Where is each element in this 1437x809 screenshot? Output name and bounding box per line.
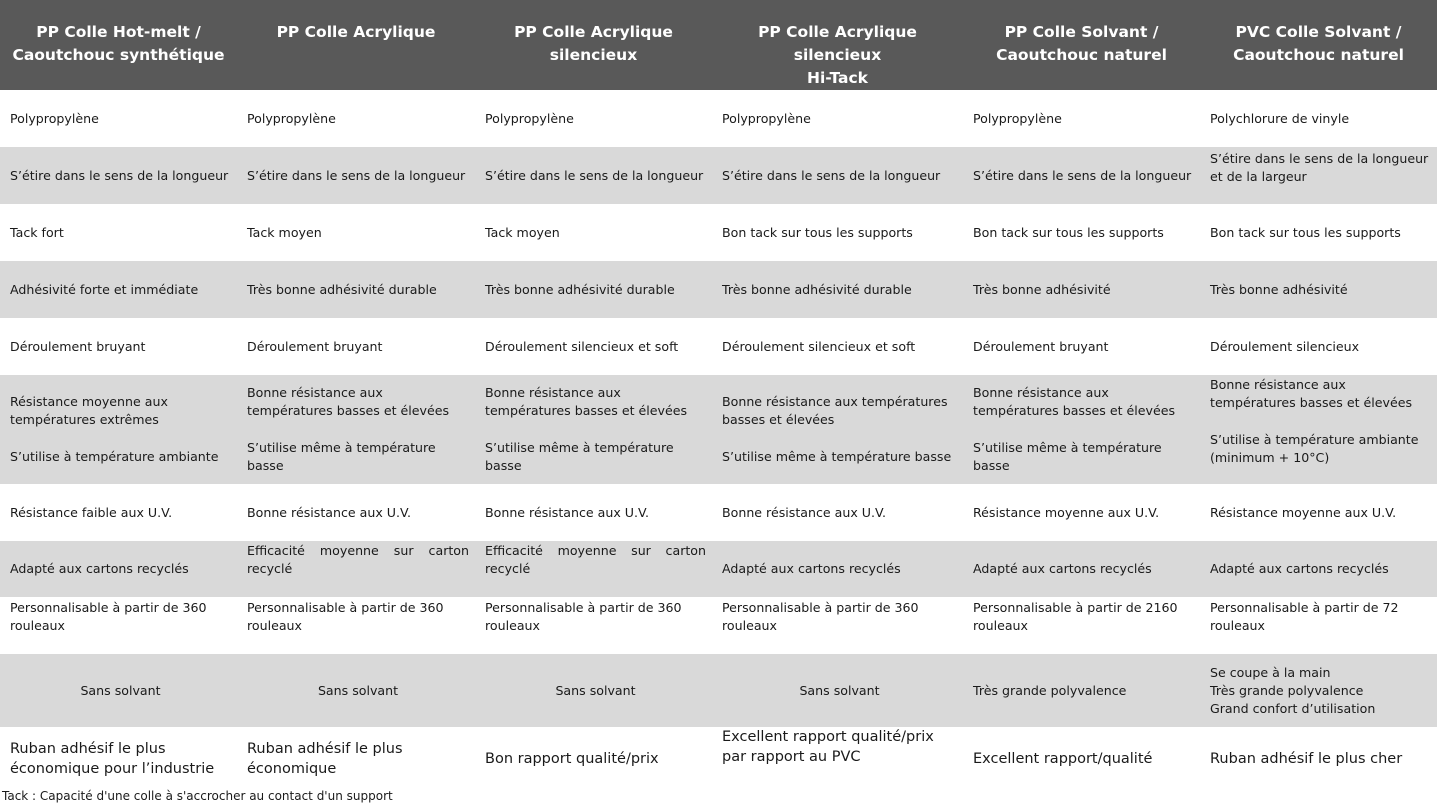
table-cell: Polypropylène [10,110,99,126]
header-hotmelt: PP Colle Hot-melt / Caoutchouc synthétique [0,0,237,90]
table-cell: Polypropylène [485,110,574,126]
row-unwind [0,318,1437,375]
table-cell: Très bonne adhésivité durable [237,261,475,318]
table-cell: Bon tack sur tous les supports [973,224,1164,240]
table-cell: Polychlorure de vinyle [1210,110,1350,126]
row-personalisation [0,597,1437,654]
table-cell: Bonne résistance aux U.V. [485,504,650,520]
table-cell: S’étire dans le sens de la longueur [963,147,1200,204]
cell-line: S’utilise même à température basse [973,440,1162,473]
table-cell: Déroulement bruyant [10,338,146,354]
table-cell: Très grande polyvalence [963,654,1200,727]
table-cell [712,375,963,484]
table-cell: Sans solvant [712,654,963,727]
table-cell [475,375,712,484]
table-cell: Personnalisable à partir de 2160 rouleaux [973,600,1178,633]
table-cell: Polypropylène [973,110,1062,126]
table-cell [237,375,475,484]
table-cell: S’étire dans le sens de la longueur [237,147,475,204]
table-cell: Efficacité moyenne sur carton recyclé [475,541,712,597]
table-cell: Adapté aux cartons recyclés [712,541,963,597]
cell-line: Bonne résistance aux températures basses et élevées [247,385,450,418]
header-acrylique-hitack: PP Colle Acrylique silencieux Hi-Tack [712,0,963,90]
row-material [0,90,1437,147]
table-cell: S’étire dans le sens de la longueur et de la largeur [1200,147,1437,204]
table-cell: Polypropylène [247,110,336,126]
cell-line: Bonne résistance aux températures basses et élevées [1210,377,1413,410]
cell-line: Bonne résistance aux températures basses et élevées [722,394,948,427]
table-cell: Personnalisable à partir de 360 rouleaux [722,600,919,633]
table-cell: Très bonne adhésivité [963,261,1200,318]
table-cell: Sans solvant [0,654,237,727]
row-stretch [0,147,1437,204]
table-cell: Bonne résistance aux U.V. [247,504,412,520]
header-acrylique: PP Colle Acrylique [237,0,475,90]
table-cell [963,375,1200,484]
table-cell: Ruban adhésif le plus cher [1210,750,1403,767]
table-cell: Déroulement bruyant [247,338,383,354]
cell-line: Bonne résistance aux températures basses et élevées [973,385,1176,418]
table-cell: Tack moyen [485,224,560,240]
table-cell: S’étire dans le sens de la longueur [0,147,237,204]
table-cell: Sans solvant [237,654,475,727]
table-cell: Déroulement silencieux et soft [485,338,679,354]
cell-line: S’utilise même à température basse [485,440,674,473]
table-cell: Déroulement silencieux [1210,338,1360,354]
table-cell: S’étire dans le sens de la longueur [475,147,712,204]
table-cell [0,375,237,484]
cell-line: Résistance moyenne aux températures extrêmes [10,394,168,427]
table-cell [1200,375,1437,484]
table-cell: Bon tack sur tous les supports [1210,224,1401,240]
table-cell: Déroulement bruyant [973,338,1109,354]
footnote: Tack : Capacité d'une colle à s'accrocher au contact d'un support [2,789,393,803]
row-uv [0,484,1437,541]
table-cell: Résistance moyenne aux U.V. [1210,504,1397,520]
table-cell: Bonne résistance aux U.V. [722,504,887,520]
cell-line: Bonne résistance aux températures basses et élevées [485,385,688,418]
table-cell: Sans solvant [475,654,712,727]
table-cell: Personnalisable à partir de 72 rouleaux [1210,600,1399,633]
row-temperature [0,375,1437,484]
table-cell: Personnalisable à partir de 360 rouleaux [10,600,207,633]
cell-line: S’utilise à température ambiante [10,449,219,464]
table-cell: Résistance moyenne aux U.V. [973,504,1160,520]
header-acrylique-silencieux: PP Colle Acrylique silencieux [475,0,712,90]
table-cell: Tack fort [10,224,64,240]
table-cell: Excellent rapport/qualité [973,750,1153,767]
cell-line: S’utilise à température ambiante (minimum + 10°C) [1210,432,1419,465]
table-cell: Très bonne adhésivité durable [475,261,712,318]
table-cell: Ruban adhésif le plus économique pour l’industrie [10,740,215,777]
header-pp-solvant: PP Colle Solvant / Caoutchouc naturel [963,0,1200,90]
table-cell: Personnalisable à partir de 360 rouleaux [485,600,682,633]
header-row [0,0,1437,90]
table-cell: Résistance faible aux U.V. [10,504,173,520]
table-cell: Déroulement silencieux et soft [722,338,916,354]
table-cell: Se coupe à la main Très grande polyvalence Grand confort d’utilisation [1200,654,1437,727]
header-pvc-solvant: PVC Colle Solvant / Caoutchouc naturel [1200,0,1437,90]
row-tack [0,204,1437,261]
table-cell: S’étire dans le sens de la longueur [712,147,963,204]
table-cell: Ruban adhésif le plus économique [247,740,403,777]
table-cell: Efficacité moyenne sur carton recyclé [237,541,475,597]
row-value [0,727,1437,790]
row-cartons [0,541,1437,597]
table-cell: Adapté aux cartons recyclés [0,541,237,597]
table-cell: Polypropylène [722,110,811,126]
table-cell: Bon rapport qualité/prix [485,750,659,767]
cell-line: S’utilise même à température basse [722,449,952,464]
table-cell: Personnalisable à partir de 360 rouleaux [247,600,444,633]
table-cell: Excellent rapport qualité/prix par rapport au PVC [722,729,934,765]
table-cell: Tack moyen [247,224,322,240]
table-cell: Très bonne adhésivité durable [712,261,963,318]
table-cell: Adapté aux cartons recyclés [963,541,1200,597]
table-cell: Bon tack sur tous les supports [722,224,913,240]
table-cell: Adhésivité forte et immédiate [0,261,237,318]
cell-line: S’utilise même à température basse [247,440,436,473]
table-cell: Très bonne adhésivité [1200,261,1437,318]
row-adhesion [0,261,1437,318]
row-solvent [0,654,1437,727]
table-cell: Adapté aux cartons recyclés [1200,541,1437,597]
